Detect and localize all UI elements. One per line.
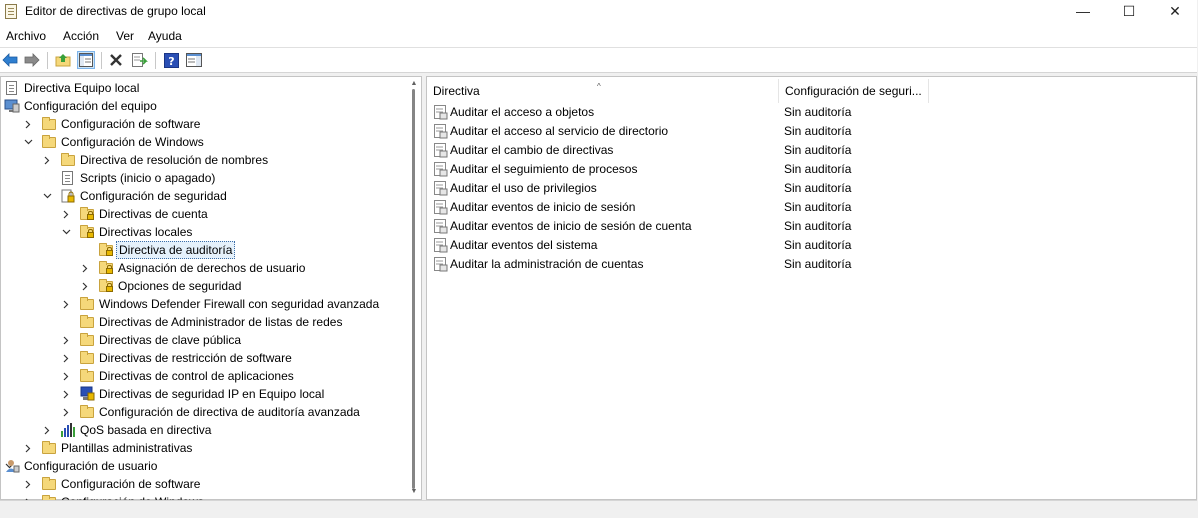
computer-icon <box>4 98 20 114</box>
status-bar <box>0 500 1197 518</box>
up-folder-icon[interactable] <box>54 51 72 69</box>
tree-item-label: QoS basada en directiva <box>80 423 212 437</box>
console-tree[interactable] <box>0 76 422 500</box>
folder-icon <box>41 116 57 132</box>
folder-icon <box>79 332 95 348</box>
policy-value: Sin auditoría <box>784 200 852 214</box>
tree-item[interactable] <box>1 205 401 223</box>
column-header-configuracion[interactable] <box>779 79 929 103</box>
lock-folder-icon <box>79 206 95 222</box>
policy-setting-icon <box>434 219 448 234</box>
chevron-right-icon[interactable] <box>61 349 71 367</box>
tree-item[interactable] <box>1 385 401 403</box>
tree-item[interactable] <box>1 367 401 385</box>
tree-item[interactable] <box>1 97 401 115</box>
scroll-down-arrow-icon[interactable]: ▼ <box>410 488 418 495</box>
tree-item[interactable] <box>1 151 401 169</box>
chevron-right-icon[interactable] <box>42 421 52 439</box>
policy-value: Sin auditoría <box>784 162 852 176</box>
policy-value: Sin auditoría <box>784 143 852 157</box>
tree-item-label: Opciones de seguridad <box>118 279 242 293</box>
folder-icon <box>41 440 57 456</box>
policy-name: Auditar eventos de inicio de sesión <box>450 200 636 214</box>
tree-item[interactable] <box>1 115 401 133</box>
folder-icon <box>79 350 95 366</box>
menu-archivo[interactable]: Archivo <box>6 29 47 43</box>
tree-item[interactable] <box>1 457 401 475</box>
chevron-down-icon[interactable] <box>42 187 52 205</box>
list-item[interactable] <box>427 255 1187 274</box>
title-bar <box>0 0 1197 24</box>
tree-vertical-scrollbar[interactable] <box>407 77 421 499</box>
export-list-icon[interactable] <box>130 51 148 69</box>
tree-item[interactable] <box>1 187 401 205</box>
chevron-right-icon[interactable] <box>61 205 71 223</box>
policy-name: Auditar el cambio de directivas <box>450 143 614 157</box>
list-item[interactable] <box>427 217 1187 236</box>
tree-item-label: Directivas de clave pública <box>99 333 242 347</box>
delete-icon[interactable] <box>107 51 125 69</box>
gpedit-app-icon <box>5 4 17 19</box>
tree-item-label: Directivas locales <box>99 225 193 239</box>
list-item[interactable] <box>427 236 1187 255</box>
chevron-right-icon[interactable] <box>61 331 71 349</box>
minimize-button[interactable]: — <box>1076 3 1090 19</box>
forward-arrow-icon[interactable] <box>23 51 41 69</box>
policy-setting-icon <box>434 143 448 158</box>
policy-setting-icon <box>434 238 448 253</box>
policy-doc-icon <box>4 80 20 96</box>
chevron-down-icon[interactable] <box>23 133 33 151</box>
lock-folder-icon <box>98 242 114 258</box>
lock-folder-icon <box>98 278 114 294</box>
list-item[interactable] <box>427 179 1187 198</box>
tree-item-label: Configuración de software <box>61 117 201 131</box>
security-settings-icon <box>60 188 76 204</box>
folder-icon <box>79 368 95 384</box>
column-header-directiva[interactable] <box>427 79 779 103</box>
menu-bar <box>0 24 1197 48</box>
tree-item-label: Directivas de restricción de software <box>99 351 292 365</box>
chevron-down-icon[interactable] <box>61 223 71 241</box>
lock-folder-icon <box>98 260 114 276</box>
policy-setting-icon <box>434 124 448 139</box>
tree-item[interactable] <box>1 223 401 241</box>
policy-value: Sin auditoría <box>784 219 852 233</box>
tree-item-label: Directivas de seguridad IP en Equipo local <box>99 387 325 401</box>
policy-name: Auditar el uso de privilegios <box>450 181 597 195</box>
policy-setting-icon <box>434 257 448 272</box>
list-item[interactable] <box>427 160 1187 179</box>
policy-value: Sin auditoría <box>784 238 852 252</box>
tree-item[interactable] <box>1 439 401 457</box>
tree-item-label: Configuración de seguridad <box>80 189 227 203</box>
list-item[interactable] <box>427 198 1187 217</box>
chevron-right-icon[interactable] <box>80 259 90 277</box>
tree-item[interactable] <box>1 295 401 313</box>
tree-item-label: Scripts (inicio o apagado) <box>80 171 216 185</box>
chevron-right-icon[interactable] <box>61 385 71 403</box>
lock-folder-icon <box>79 224 95 240</box>
policy-setting-icon <box>434 162 448 177</box>
show-hide-tree-icon[interactable] <box>77 51 95 69</box>
tree-item-label: Configuración de usuario <box>24 459 158 473</box>
tree-item-label: Directivas de cuenta <box>99 207 208 221</box>
tree-item-label: Configuración de software <box>61 477 201 491</box>
chevron-right-icon[interactable] <box>61 367 71 385</box>
scroll-up-arrow-icon[interactable]: ▲ <box>410 80 418 87</box>
list-item[interactable] <box>427 141 1187 160</box>
folder-icon <box>79 296 95 312</box>
column-header-directiva-label: Directiva <box>433 84 480 98</box>
maximize-button[interactable]: ☐ <box>1122 3 1136 19</box>
menu-accion[interactable]: Acción <box>63 29 100 43</box>
chevron-right-icon[interactable] <box>61 403 71 421</box>
tree-item[interactable] <box>1 313 401 331</box>
chevron-right-icon[interactable] <box>61 295 71 313</box>
script-icon <box>60 170 76 186</box>
sort-ascending-icon: ^ <box>597 82 601 91</box>
tree-item[interactable] <box>1 421 401 439</box>
tree-item-label: Directiva de auditoría <box>116 241 235 259</box>
tree-item-label: Directivas de Administrador de listas de redes <box>99 315 343 329</box>
svg-text:?: ? <box>167 54 175 68</box>
list-item[interactable] <box>427 103 1187 122</box>
tree-item[interactable] <box>1 241 401 259</box>
user-icon <box>4 458 20 474</box>
chevron-right-icon[interactable] <box>23 475 33 493</box>
details-list[interactable] <box>426 76 1197 500</box>
folder-icon <box>79 404 95 420</box>
menu-ayuda[interactable]: Ayuda <box>148 29 182 43</box>
policy-name: Auditar la administración de cuentas <box>450 257 644 271</box>
folder-icon <box>41 134 57 150</box>
tree-item[interactable] <box>1 169 401 187</box>
tree-item-label: Windows Defender Firewall con seguridad avanzada <box>99 297 380 311</box>
tree-item-label: Directivas de control de aplicaciones <box>99 369 294 383</box>
window-title: Editor de directivas de grupo local <box>25 4 206 18</box>
policy-name: Auditar eventos del sistema <box>450 238 598 252</box>
tree-item-label: Configuración del equipo <box>24 99 157 113</box>
tree-item[interactable] <box>1 259 401 277</box>
ip-security-icon <box>79 386 95 402</box>
tree-item-label: Plantillas administrativas <box>61 441 193 455</box>
tree-item[interactable] <box>1 349 401 367</box>
properties-pane-icon[interactable] <box>185 51 203 69</box>
policy-name: Auditar el acceso a objetos <box>450 105 595 119</box>
policy-setting-icon <box>434 181 448 196</box>
chevron-right-icon[interactable] <box>42 151 52 169</box>
policy-name: Auditar eventos de inicio de sesión de cuenta <box>450 219 692 233</box>
folder-icon <box>41 476 57 492</box>
tree-item[interactable] <box>1 331 401 349</box>
tree-item[interactable] <box>1 79 401 97</box>
tree-item-label: Asignación de derechos de usuario <box>118 261 306 275</box>
column-header-configuracion-label: Configuración de seguri... <box>785 84 922 98</box>
list-item[interactable] <box>427 122 1187 141</box>
chevron-right-icon[interactable] <box>23 115 33 133</box>
menu-ver[interactable]: Ver <box>116 29 135 43</box>
toolbar <box>0 48 1197 73</box>
policy-value: Sin auditoría <box>784 257 852 271</box>
policy-name: Auditar el acceso al servicio de directorio <box>450 124 669 138</box>
policy-setting-icon <box>434 200 448 215</box>
help-icon[interactable] <box>162 51 180 69</box>
chevron-right-icon[interactable] <box>23 439 33 457</box>
policy-value: Sin auditoría <box>784 181 852 195</box>
policy-value: Sin auditoría <box>784 124 852 138</box>
tree-item[interactable] <box>1 277 401 295</box>
folder-icon <box>79 314 95 330</box>
tree-item-label: Directiva Equipo local <box>24 81 140 95</box>
back-arrow-icon[interactable] <box>1 51 19 69</box>
tree-item-label: Directiva de resolución de nombres <box>80 153 269 167</box>
chevron-right-icon[interactable] <box>80 277 90 295</box>
policy-value: Sin auditoría <box>784 105 852 119</box>
qos-chart-icon <box>60 422 76 438</box>
tree-item[interactable] <box>1 133 401 151</box>
tree-item-label: Configuración de directiva de auditoría avanzada <box>99 405 360 419</box>
policy-setting-icon <box>434 105 448 120</box>
tree-item[interactable] <box>1 475 401 493</box>
policy-name: Auditar el seguimiento de procesos <box>450 162 638 176</box>
folder-icon <box>60 152 76 168</box>
tree-item[interactable] <box>1 403 401 421</box>
tree-item-label: Configuración de Windows <box>61 135 204 149</box>
close-button[interactable]: ✕ <box>1169 3 1181 19</box>
tree-scroll-thumb[interactable] <box>412 89 415 489</box>
